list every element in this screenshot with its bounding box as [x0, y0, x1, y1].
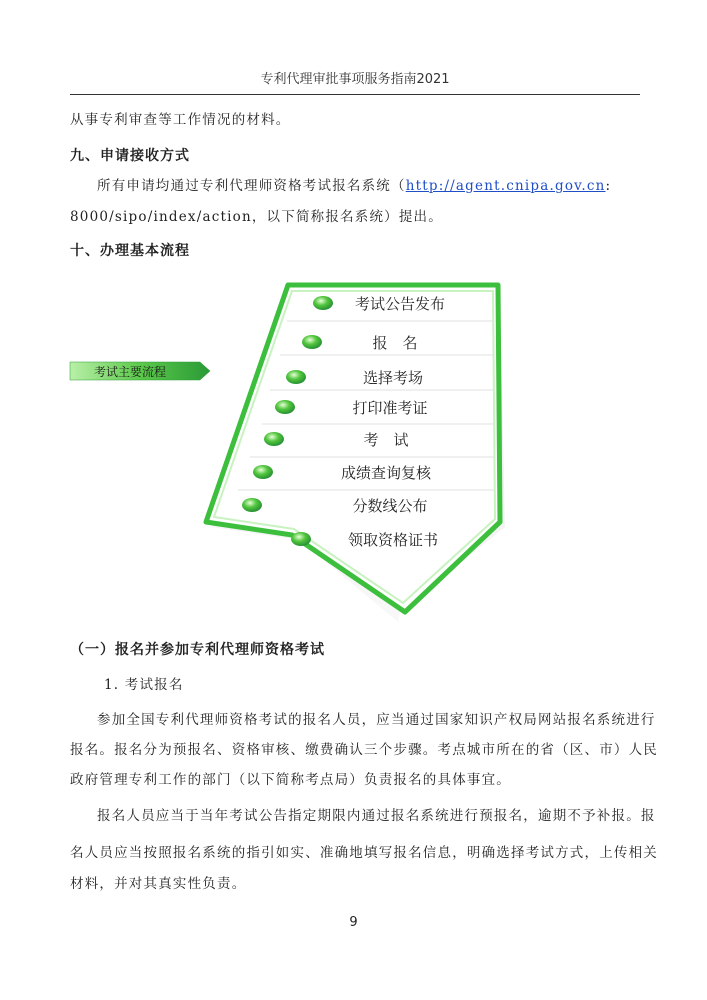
green-bullet-icon: [253, 465, 273, 479]
flow-step-label: 考 试: [363, 432, 409, 449]
green-bullet-icon: [242, 498, 262, 512]
flow-step-label: 报 名: [372, 335, 418, 352]
paragraph-1-line1: 参加全国专利代理师资格考试的报名人员，应当通过国家知识产权局网站报名系统进行: [97, 712, 656, 728]
paragraph-2-line3: 材料，并对其真实性负责。: [70, 876, 247, 892]
section-9-text-a: 所有申请均通过专利代理师资格考试报名系统（: [97, 178, 406, 194]
flow-step-label: 选择考场: [362, 370, 424, 387]
flow-step-label: 分数线公布: [352, 498, 428, 515]
green-bullet-icon: [291, 532, 311, 546]
subsection-1-heading: （一）报名并参加专利代理师资格考试: [70, 642, 325, 658]
paragraph-continuation: 从事专利审查等工作情况的材料。: [70, 112, 291, 128]
flow-step-label: 成绩查询复核: [340, 465, 432, 482]
flow-funnel-outline: [206, 285, 500, 612]
section-9-text-b: :: [605, 178, 612, 194]
green-bullet-icon: [286, 370, 306, 384]
flow-side-label-tab: [70, 362, 210, 380]
flow-step-label: 考试公告发布: [354, 296, 446, 313]
section-10-heading: 十、办理基本流程: [70, 243, 190, 259]
flow-side-label: 考试主要流程: [93, 365, 167, 379]
flow-step-label: 打印准考证: [352, 400, 428, 417]
flow-step-label: 领取资格证书: [347, 532, 439, 549]
paragraph-2-line2: 名人员应当按照报名系统的指引如实、准确地填写报名信息，明确选择考试方式，上传相关: [70, 845, 658, 861]
item-1-title: 1. 考试报名: [104, 677, 184, 693]
page-number: 9: [349, 915, 358, 930]
paragraph-1-line2: 报名。报名分为预报名、资格审核、缴费确认三个步骤。考点城市所在的省（区、市）人民: [70, 742, 658, 758]
green-bullet-icon: [264, 432, 284, 446]
section-9-paragraph-line2: 8000/sipo/index/action，以下简称报名系统）提出。: [70, 209, 443, 225]
green-bullet-icon: [302, 335, 322, 349]
paragraph-2-line1: 报名人员应当于当年考试公告指定期限内通过报名系统进行预报名，逾期不予补报。报: [97, 808, 656, 824]
paragraph-1-line3: 政府管理专利工作的部门（以下简称考点局）负责报名的具体事宜。: [70, 772, 511, 788]
green-bullet-icon: [275, 400, 295, 414]
green-bullet-icon: [313, 296, 333, 310]
page-header-title: 专利代理审批事项服务指南2021: [260, 72, 450, 87]
registration-system-link[interactable]: http://agent.cnipa.gov.cn: [405, 178, 606, 194]
section-9-heading: 九、申请接收方式: [70, 148, 190, 164]
